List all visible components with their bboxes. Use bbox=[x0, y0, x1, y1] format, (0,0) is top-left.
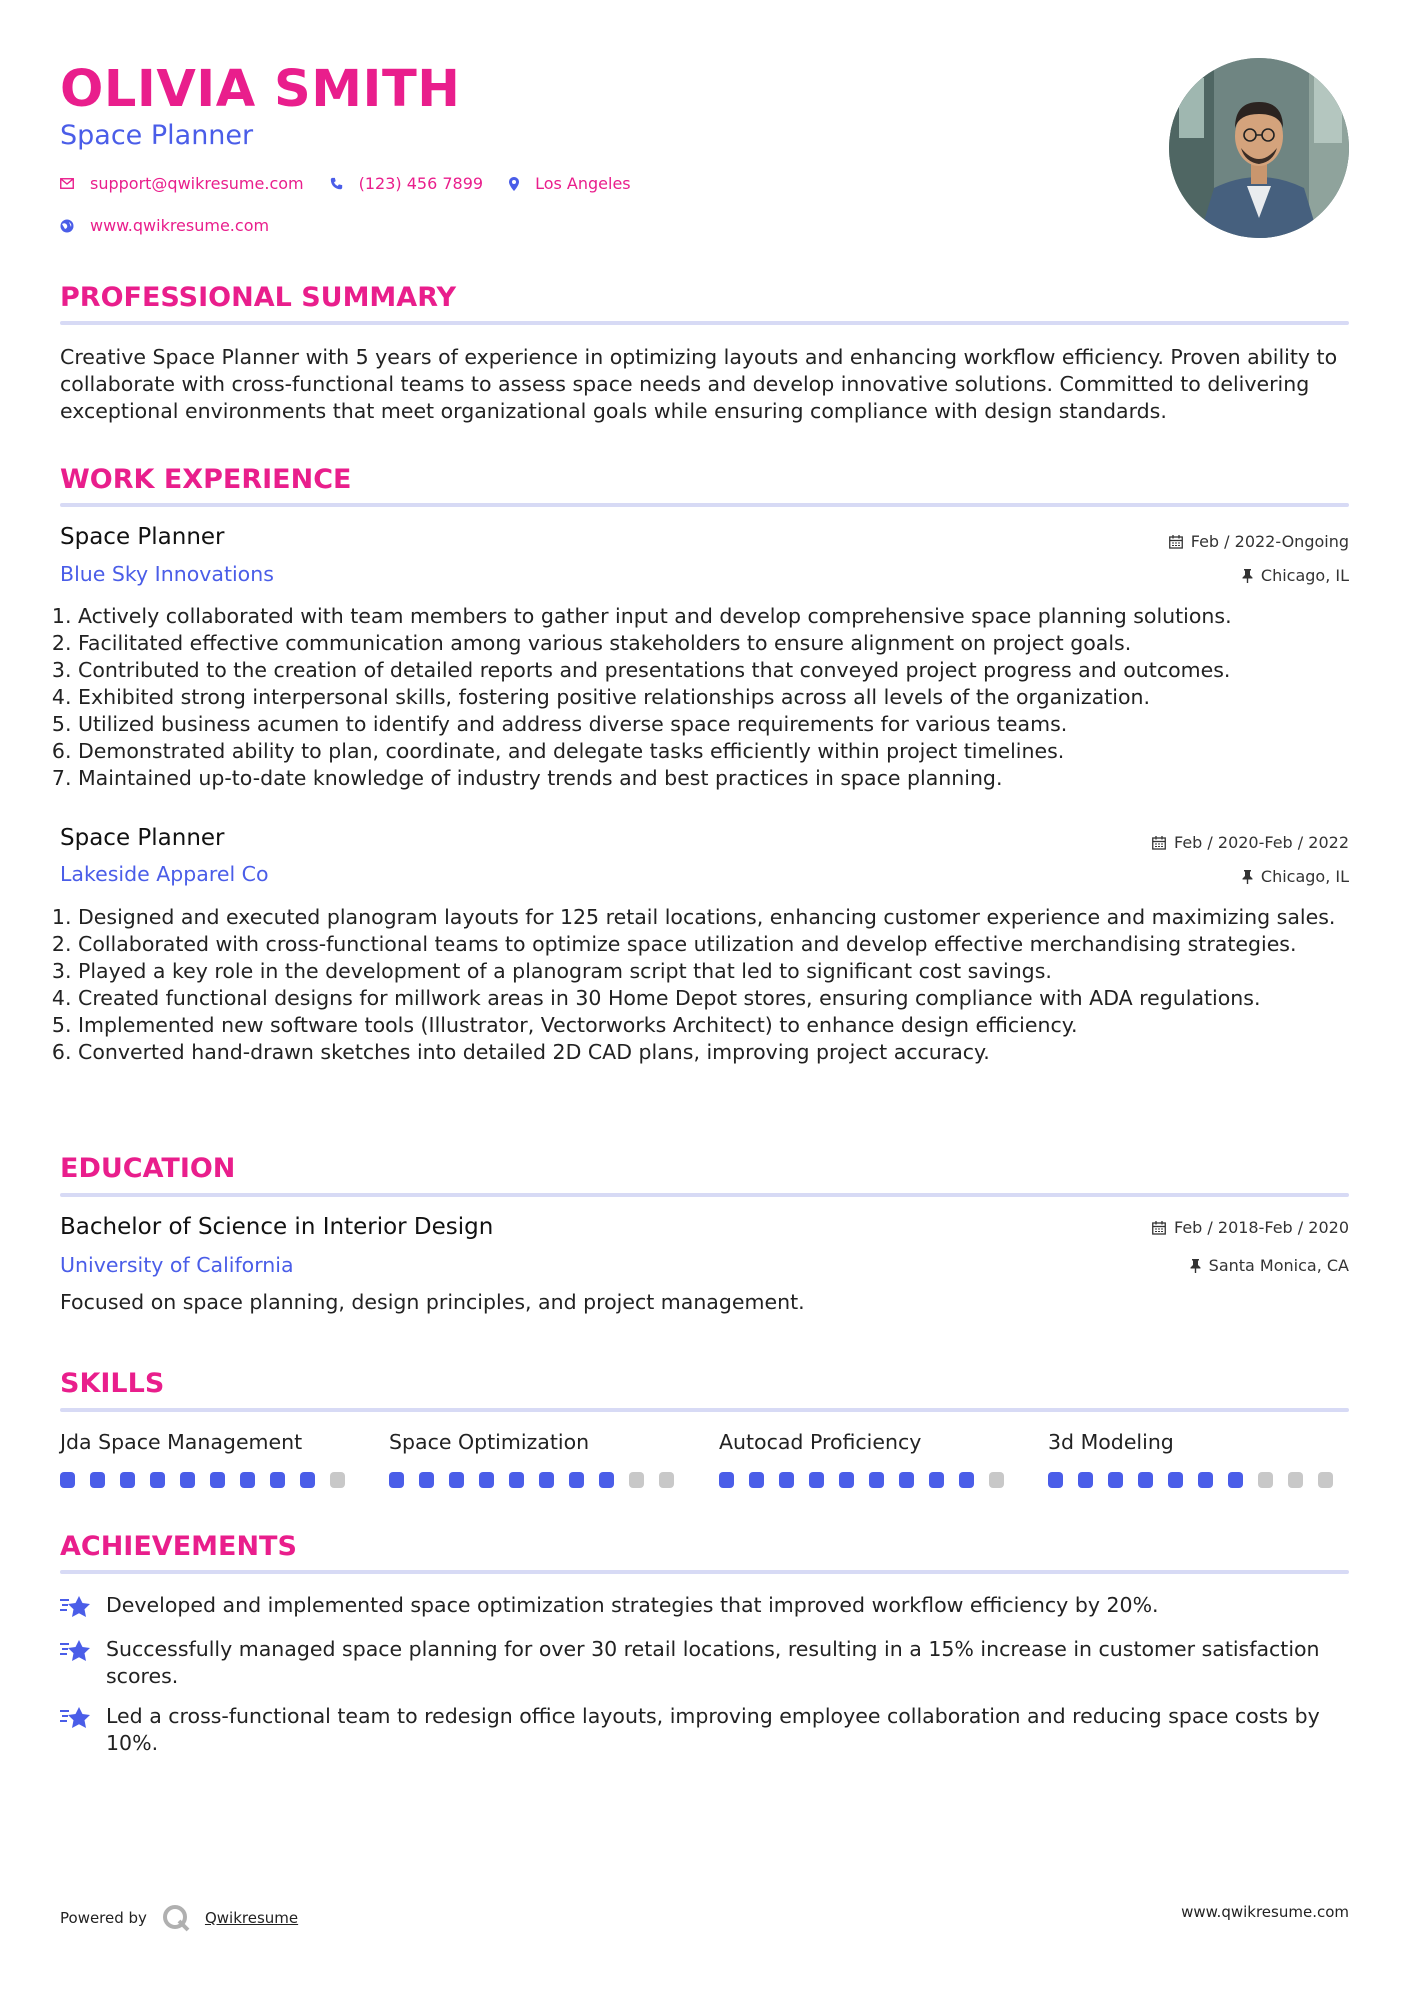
rating-dot-filled bbox=[150, 1472, 165, 1488]
avatar bbox=[1169, 58, 1349, 238]
section-divider bbox=[60, 503, 1349, 507]
rating-dot-filled bbox=[1138, 1472, 1153, 1488]
section-divider bbox=[60, 1408, 1349, 1412]
contact-location bbox=[509, 174, 631, 193]
experience-heading: WORK EXPERIENCE bbox=[60, 464, 352, 495]
list-item: 5. Implemented new software tools (Illustrator, Vectorworks Architect) to enhance design efficiency. bbox=[78, 1012, 1367, 1039]
rating-dot-filled bbox=[240, 1472, 255, 1488]
section-divider bbox=[60, 321, 1349, 325]
rating-dot-filled bbox=[210, 1472, 225, 1488]
job-location bbox=[1242, 566, 1349, 585]
rating-dot-filled bbox=[90, 1472, 105, 1488]
skill-name: Space Optimization bbox=[389, 1430, 590, 1454]
rating-dot-filled bbox=[180, 1472, 195, 1488]
calendar-icon bbox=[1152, 836, 1166, 850]
rating-dot-filled bbox=[959, 1472, 974, 1488]
job-title: Space Planner bbox=[60, 825, 225, 851]
job-dates-text: Feb / 2020-Feb / 2022 bbox=[1174, 833, 1349, 852]
rating-dot-filled bbox=[929, 1472, 944, 1488]
calendar-icon bbox=[1169, 535, 1183, 549]
rating-dot-empty bbox=[1318, 1472, 1333, 1488]
rating-dot-filled bbox=[120, 1472, 135, 1488]
rating-dot-filled bbox=[899, 1472, 914, 1488]
website-text: www.qwikresume.com bbox=[90, 216, 270, 235]
summary-text: Creative Space Planner with 5 years of experience in optimizing layouts and enhancing workflow efficiency. Proven ability to collaborate with cross-functional teams to assess space needs and develop innovative solutions. Committed to delivering exceptional environments that meet organizational goals while ensuring compliance with design standards. bbox=[60, 345, 1338, 423]
job-bullets bbox=[60, 603, 1367, 792]
achievement-item bbox=[60, 1592, 1349, 1620]
section-divider bbox=[60, 1193, 1349, 1197]
list-item: 2. Collaborated with cross-functional teams to optimize space utilization and develop effective merchandising strategies. bbox=[78, 931, 1367, 958]
rating-dot-filled bbox=[1078, 1472, 1093, 1488]
list-item: 7. Maintained up-to-date knowledge of industry trends and best practices in space planning. bbox=[78, 765, 1367, 792]
job-location-text: Chicago, IL bbox=[1260, 566, 1349, 585]
skill-item bbox=[389, 1430, 689, 1488]
rating-dot-filled bbox=[749, 1472, 764, 1488]
skill-item bbox=[60, 1430, 360, 1488]
phone-icon bbox=[330, 177, 343, 190]
pushpin-icon bbox=[1190, 1259, 1201, 1273]
achievement-text: Led a cross-functional team to redesign office layouts, improving employee collaboration and reducing space costs by 10%. bbox=[106, 1704, 1320, 1755]
rating-dot-empty bbox=[1258, 1472, 1273, 1488]
rating-dot-filled bbox=[539, 1472, 554, 1488]
rating-dot-empty bbox=[629, 1472, 644, 1488]
rating-dot-filled bbox=[809, 1472, 824, 1488]
qwikresume-logo-icon bbox=[161, 1903, 191, 1933]
rating-dot-filled bbox=[1228, 1472, 1243, 1488]
pushpin-icon bbox=[1242, 569, 1253, 583]
rating-dot-filled bbox=[449, 1472, 464, 1488]
rating-dot-filled bbox=[869, 1472, 884, 1488]
job-dates bbox=[1152, 833, 1349, 852]
summary-heading: PROFESSIONAL SUMMARY bbox=[60, 282, 457, 313]
education-dates-text: Feb / 2018-Feb / 2020 bbox=[1174, 1218, 1349, 1237]
rating-dot-filled bbox=[1048, 1472, 1063, 1488]
star-icon bbox=[60, 1594, 92, 1620]
job-bullets bbox=[60, 904, 1367, 1066]
education-description: Focused on space planning, design principles, and project management. bbox=[60, 1290, 805, 1314]
rating-dot-filled bbox=[1168, 1472, 1183, 1488]
job-company: Lakeside Apparel Co bbox=[60, 862, 269, 886]
education-dates bbox=[1152, 1218, 1349, 1237]
skill-item bbox=[719, 1430, 1019, 1488]
globe-icon bbox=[60, 219, 74, 233]
education-heading: EDUCATION bbox=[60, 1153, 236, 1184]
rating-dot-filled bbox=[719, 1472, 734, 1488]
qwikresume-link[interactable]: Qwikresume bbox=[204, 1909, 299, 1927]
contact-website[interactable] bbox=[60, 216, 269, 235]
list-item: 1. Designed and executed planogram layouts for 125 retail locations, enhancing customer experience and maximizing sales. bbox=[78, 904, 1367, 931]
achievement-item bbox=[60, 1703, 1349, 1757]
location-text: Los Angeles bbox=[535, 174, 631, 193]
rating-dot-filled bbox=[419, 1472, 434, 1488]
skill-rating bbox=[719, 1472, 1019, 1488]
rating-dot-filled bbox=[509, 1472, 524, 1488]
rating-dot-filled bbox=[569, 1472, 584, 1488]
list-item: 4. Exhibited strong interpersonal skills, fostering positive relationships across all levels of the organization. bbox=[78, 684, 1367, 711]
footer-powered bbox=[60, 1903, 298, 1933]
rating-dot-empty bbox=[989, 1472, 1004, 1488]
list-item: 2. Facilitated effective communication among various stakeholders to ensure alignment on project goals. bbox=[78, 630, 1367, 657]
list-item: 1. Actively collaborated with team members to gather input and develop comprehensive space planning solutions. bbox=[78, 603, 1367, 630]
education-location bbox=[1190, 1256, 1349, 1275]
rating-dot-filled bbox=[1198, 1472, 1213, 1488]
achievements-heading: ACHIEVEMENTS bbox=[60, 1531, 297, 1562]
degree-title: Bachelor of Science in Interior Design bbox=[60, 1214, 494, 1240]
rating-dot-filled bbox=[270, 1472, 285, 1488]
phone-text: (123) 456 7899 bbox=[358, 174, 484, 193]
footer-url[interactable]: www.qwikresume.com bbox=[1181, 1903, 1349, 1921]
skill-item bbox=[1048, 1430, 1348, 1488]
job-location bbox=[1242, 867, 1349, 886]
rating-dot-filled bbox=[389, 1472, 404, 1488]
section-divider bbox=[60, 1570, 1349, 1574]
envelope-icon bbox=[60, 178, 74, 189]
achievement-text: Successfully managed space planning for over 30 retail locations, resulting in a 15% increase in customer satisfaction scores. bbox=[106, 1637, 1320, 1688]
skill-rating bbox=[389, 1472, 689, 1488]
contact-phone[interactable] bbox=[330, 174, 483, 193]
job-title: Space Planner bbox=[60, 524, 225, 550]
star-icon bbox=[60, 1638, 92, 1664]
list-item: 4. Created functional designs for millwork areas in 30 Home Depot stores, ensuring compliance with ADA regulations. bbox=[78, 985, 1367, 1012]
education-location-text: Santa Monica, CA bbox=[1208, 1256, 1349, 1275]
list-item: 3. Played a key role in the development of a planogram script that led to significant cost savings. bbox=[78, 958, 1367, 985]
email-text: support@qwikresume.com bbox=[90, 174, 304, 193]
pushpin-icon bbox=[1242, 870, 1253, 884]
contact-row-website bbox=[60, 216, 295, 235]
rating-dot-filled bbox=[1108, 1472, 1123, 1488]
rating-dot-filled bbox=[479, 1472, 494, 1488]
skill-name: Jda Space Management bbox=[60, 1430, 303, 1454]
skill-name: Autocad Proficiency bbox=[719, 1430, 922, 1454]
list-item: 5. Utilized business acumen to identify and address diverse space requirements for various teams. bbox=[78, 711, 1367, 738]
candidate-role: Space Planner bbox=[60, 120, 254, 151]
skill-name: 3d Modeling bbox=[1048, 1430, 1174, 1454]
rating-dot-filled bbox=[839, 1472, 854, 1488]
list-item: 3. Contributed to the creation of detailed reports and presentations that conveyed project progress and outcomes. bbox=[78, 657, 1367, 684]
skill-rating bbox=[1048, 1472, 1348, 1488]
job-company: Blue Sky Innovations bbox=[60, 562, 274, 586]
rating-dot-filled bbox=[60, 1472, 75, 1488]
rating-dot-empty bbox=[659, 1472, 674, 1488]
skills-heading: SKILLS bbox=[60, 1368, 165, 1399]
contact-email[interactable] bbox=[60, 174, 304, 193]
rating-dot-filled bbox=[599, 1472, 614, 1488]
job-location-text: Chicago, IL bbox=[1260, 867, 1349, 886]
list-item: 6. Demonstrated ability to plan, coordinate, and delegate tasks efficiently within project timelines. bbox=[78, 738, 1367, 765]
map-pin-icon bbox=[509, 177, 519, 191]
powered-by-label: Powered by bbox=[60, 1909, 147, 1927]
achievement-text: Developed and implemented space optimization strategies that improved workflow efficiency by 20%. bbox=[106, 1593, 1159, 1617]
list-item: 6. Converted hand-drawn sketches into detailed 2D CAD plans, improving project accuracy. bbox=[78, 1039, 1367, 1066]
school-name: University of California bbox=[60, 1253, 294, 1277]
rating-dot-filled bbox=[300, 1472, 315, 1488]
calendar-icon bbox=[1152, 1221, 1166, 1235]
achievement-item bbox=[60, 1636, 1349, 1690]
rating-dot-filled bbox=[779, 1472, 794, 1488]
star-icon bbox=[60, 1705, 92, 1731]
job-dates-text: Feb / 2022-Ongoing bbox=[1190, 532, 1349, 551]
candidate-name: OLIVIA SMITH bbox=[60, 60, 461, 119]
rating-dot-empty bbox=[1288, 1472, 1303, 1488]
job-dates bbox=[1169, 532, 1349, 551]
contact-row bbox=[60, 174, 657, 193]
skill-rating bbox=[60, 1472, 360, 1488]
rating-dot-empty bbox=[330, 1472, 345, 1488]
